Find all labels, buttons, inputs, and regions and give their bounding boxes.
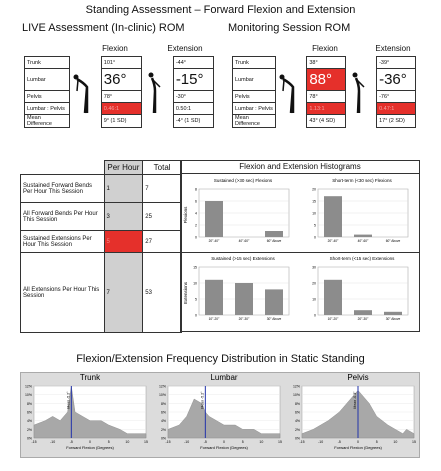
- mon-ext-ratio: 0.47:1: [377, 103, 416, 115]
- total-header: Total: [143, 161, 182, 175]
- monitor-extension-header: Extension: [375, 44, 411, 53]
- live-flex-lumbar: 36°: [101, 69, 141, 91]
- bent-person-icon: [278, 63, 300, 119]
- x-tick-label: 0: [89, 440, 91, 444]
- y-tick-label: 6%: [26, 410, 32, 415]
- x-tick-label: 0: [357, 440, 359, 444]
- histogram-title: Short-term (<30 sec) Flexions: [332, 178, 392, 183]
- y-tick-label: 15: [193, 265, 197, 270]
- row-label-lumbar: Lumbar: [233, 69, 276, 91]
- y-tick-label: 8%: [294, 401, 300, 406]
- bar: [235, 283, 253, 315]
- live-flex-pelvis: 78°: [101, 91, 141, 103]
- y-tick-label: 10%: [24, 393, 32, 398]
- y-tick-label: 4%: [294, 419, 300, 424]
- live-ext-ratio: 0.50:1: [173, 103, 213, 115]
- live-ext-lumbar: -15°: [173, 69, 213, 91]
- count-label: All Forward Bends Per Hour This Session: [21, 203, 105, 231]
- mon-ext-mean: 17° (2 SD): [377, 115, 416, 128]
- y-tick-label: 6: [195, 199, 197, 204]
- y-tick-label: 5: [314, 223, 316, 228]
- row-label-ratio: Lumbar : Pelvis: [233, 103, 276, 115]
- live-ext-trunk: -44°: [173, 57, 213, 69]
- count-per-hour: 1: [104, 175, 143, 203]
- live-ext-mean: -4° (1 SD): [173, 115, 213, 128]
- row-label-ratio: Lumbar : Pelvis: [25, 103, 70, 115]
- distribution-xlabel: Forward Flexion (Degrees): [200, 445, 248, 450]
- mon-flex-lumbar: 88°: [307, 69, 346, 91]
- y-tick-label: 0%: [26, 436, 32, 441]
- bar: [205, 280, 223, 315]
- count-total: 53: [143, 253, 182, 333]
- mon-ext-trunk: -39°: [377, 57, 416, 69]
- y-tick-label: 0%: [294, 436, 300, 441]
- x-tick-label: -5: [337, 440, 341, 444]
- count-label: All Extensions Per Hour This Session: [21, 253, 105, 333]
- histogram-title: Short-term (<15 sec) Extensions: [329, 256, 395, 261]
- x-tick-label: 5: [241, 440, 244, 444]
- live-flex-trunk: 101°: [101, 57, 141, 69]
- mon-ext-pelvis: -76°: [377, 91, 416, 103]
- y-tick-label: 2%: [294, 427, 300, 432]
- x-tick-label: 20°-30°: [357, 317, 369, 321]
- x-tick-label: -15: [299, 440, 305, 444]
- x-tick-label: 10°-20°: [208, 317, 220, 321]
- counts-table: [20, 160, 182, 333]
- histogram-ylabel: Extensions: [183, 281, 188, 305]
- bar: [265, 289, 283, 315]
- x-tick-label: 30° Above: [385, 317, 401, 321]
- mon-flex-pelvis: 78°: [307, 91, 346, 103]
- y-tick-label: 10: [312, 297, 316, 302]
- live-extension-header: Extension: [167, 44, 203, 53]
- y-tick-label: 10%: [292, 393, 300, 398]
- histogram-charts: [181, 175, 419, 331]
- x-tick-label: 15: [144, 440, 148, 444]
- monitor-flexion-header: Flexion: [312, 44, 338, 53]
- y-tick-label: 8%: [160, 401, 166, 406]
- y-tick-label: 0: [195, 235, 197, 240]
- y-tick-label: 20: [312, 281, 316, 286]
- y-tick-label: 0: [195, 313, 197, 318]
- x-tick-label: -15: [165, 440, 171, 444]
- x-tick-label: 0: [223, 440, 225, 444]
- distribution-chart-title: Trunk: [79, 373, 101, 382]
- y-tick-label: 8%: [26, 401, 32, 406]
- x-tick-label: 40°-60°: [238, 239, 250, 243]
- x-tick-label: -5: [69, 440, 73, 444]
- row-label-mean: Mean Difference: [25, 115, 70, 128]
- standing-person-icon: [348, 63, 370, 119]
- count-total: 25: [143, 203, 182, 231]
- x-tick-label: -5: [203, 440, 207, 444]
- y-tick-label: 20: [312, 187, 316, 192]
- y-tick-label: 6%: [160, 410, 166, 415]
- live-rom-table: [24, 56, 214, 128]
- mon-ext-lumbar: -36°: [377, 69, 416, 91]
- y-tick-label: 0: [314, 313, 316, 318]
- y-tick-label: 30: [312, 265, 316, 270]
- x-tick-label: 15: [278, 440, 282, 444]
- count-per-hour: 7: [104, 253, 143, 333]
- flexion-figure: [69, 57, 101, 128]
- x-tick-label: -15: [31, 440, 37, 444]
- x-tick-label: 60° Above: [266, 239, 282, 243]
- count-label: Sustained Forward Bends Per Hour This Session: [21, 175, 105, 203]
- mon-flex-mean: 43° (4 SD): [307, 115, 346, 128]
- extension-figure: [346, 57, 377, 128]
- distribution-chart-title: Lumbar: [210, 373, 238, 382]
- row-label-pelvis: Pelvis: [233, 91, 276, 103]
- y-tick-label: 2: [195, 223, 197, 228]
- x-tick-label: 20°-40°: [208, 239, 220, 243]
- bar: [384, 312, 402, 315]
- live-title: LIVE Assessment (In-clinic) ROM: [22, 22, 185, 34]
- x-tick-label: 40°-60°: [357, 239, 369, 243]
- live-ext-pelvis: -30°: [173, 91, 213, 103]
- y-tick-label: 12%: [24, 384, 32, 389]
- x-tick-label: 20°-30°: [238, 317, 250, 321]
- extension-figure: [141, 57, 173, 128]
- y-tick-label: 5: [195, 297, 197, 302]
- x-tick-label: 60° Above: [385, 239, 401, 243]
- y-tick-label: 12%: [158, 384, 166, 389]
- flexion-figure: [276, 57, 307, 128]
- bar: [354, 235, 372, 237]
- live-flex-mean: 9° (1 SD): [101, 115, 141, 128]
- row-label-pelvis: Pelvis: [25, 91, 70, 103]
- mean-marker-label: Mean -5.2°: [200, 391, 205, 409]
- row-label-trunk: Trunk: [25, 57, 70, 69]
- mon-flex-ratio: 1.13:1: [307, 103, 346, 115]
- standing-person-icon: [144, 63, 166, 119]
- bar: [324, 196, 342, 237]
- y-tick-label: 0%: [160, 436, 166, 441]
- mean-marker-label: Mean -5.2°: [66, 391, 71, 409]
- count-per-hour-alert: 5: [104, 231, 143, 253]
- y-tick-label: 2%: [26, 427, 32, 432]
- bar: [354, 310, 372, 315]
- distribution-title: Flexion/Extension Frequency Distribution in Static Standing: [76, 353, 365, 365]
- bar: [324, 280, 342, 315]
- y-tick-label: 10: [193, 281, 197, 286]
- monitor-rom-table: [232, 56, 416, 128]
- bar: [205, 201, 223, 237]
- distribution-xlabel: Forward Flexion (Degrees): [334, 445, 382, 450]
- y-tick-label: 4%: [26, 419, 32, 424]
- x-tick-label: -10: [318, 440, 324, 444]
- per-hour-header: Per Hour: [104, 161, 143, 175]
- y-tick-label: 15: [312, 199, 316, 204]
- histogram-title: Sustained (>15 sec) Extensions: [211, 256, 275, 261]
- mean-marker-label: Mean -0.3°: [353, 391, 357, 409]
- y-tick-label: 12%: [292, 384, 300, 389]
- bent-person-icon: [72, 63, 94, 119]
- x-tick-label: 10: [393, 440, 398, 444]
- x-tick-label: 30° Above: [266, 317, 282, 321]
- histogram-ylabel: Flexions: [183, 206, 188, 224]
- live-flex-ratio: 0.46:1: [101, 103, 141, 115]
- distribution-chart-title: Pelvis: [347, 373, 369, 382]
- monitor-title: Monitoring Session ROM: [228, 22, 351, 34]
- x-tick-label: 10°-20°: [327, 317, 339, 321]
- histograms-title: Flexion and Extension Histograms: [180, 160, 420, 174]
- x-tick-label: 10: [125, 440, 130, 444]
- x-tick-label: 20°-40°: [327, 239, 339, 243]
- x-tick-label: 10: [259, 440, 264, 444]
- y-tick-label: 6%: [294, 410, 300, 415]
- row-label-mean: Mean Difference: [233, 115, 276, 128]
- x-tick-label: 15: [412, 440, 416, 444]
- y-tick-label: 10: [312, 211, 316, 216]
- x-tick-label: 5: [375, 440, 378, 444]
- y-tick-label: 8: [195, 187, 197, 192]
- count-per-hour: 3: [104, 203, 143, 231]
- count-total: 27: [143, 231, 182, 253]
- mon-flex-trunk: 38°: [307, 57, 346, 69]
- row-label-trunk: Trunk: [233, 57, 276, 69]
- y-tick-label: 10%: [158, 393, 166, 398]
- y-tick-label: 2%: [160, 427, 166, 432]
- y-tick-label: 4%: [160, 419, 166, 424]
- histogram-title: Sustained (>30 sec) Flexions: [213, 178, 273, 183]
- row-label-lumbar: Lumbar: [25, 69, 70, 91]
- bar: [265, 231, 283, 237]
- distribution-xlabel: Forward Flexion (Degrees): [66, 445, 114, 450]
- x-tick-label: 5: [107, 440, 110, 444]
- y-tick-label: 0: [314, 235, 316, 240]
- y-tick-label: 4: [195, 211, 197, 216]
- distribution-charts: [20, 372, 420, 458]
- page-title: Standing Assessment – Forward Flexion and Extension: [85, 4, 356, 16]
- count-label: Sustained Extensions Per Hour This Session: [21, 231, 105, 253]
- x-tick-label: -10: [184, 440, 190, 444]
- x-tick-label: -10: [50, 440, 56, 444]
- live-flexion-header: Flexion: [102, 44, 128, 53]
- count-total: 7: [143, 175, 182, 203]
